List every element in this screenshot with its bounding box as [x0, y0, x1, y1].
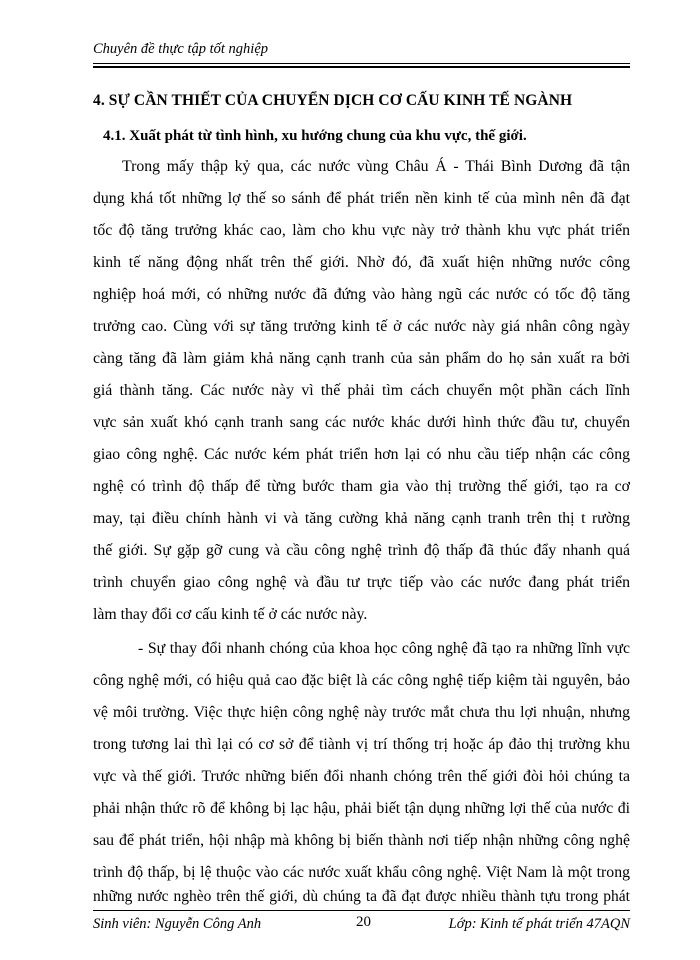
page-number: 20 — [356, 914, 371, 930]
paragraph-line: may, tại điều chính hành vi và tăng cường khả năng cạnh tranh trên thị t rường — [93, 510, 630, 527]
paragraph-line: càng tăng đã làm giảm khả năng cạnh tranh của sản phẩm do họ sản xuất ra bởi — [93, 350, 630, 367]
paragraph-line: giá thành tăng. Các nước này vì thế phải tìm cách chuyển một phần cách lĩnh — [93, 382, 630, 399]
paragraph-line: phải nhận thức rõ để không bị lạc hậu, phải biết tận dụng những lợi thế của nước đi — [93, 800, 630, 817]
paragraph-line: trong tương lai thì lại có cơ sở để tiành vị trí thống trị hoặc áp đảo thị trường khu — [93, 736, 630, 753]
section-heading: 4. SỰ CẦN THIẾT CỦA CHUYỂN DỊCH CƠ CẤU KINH TẾ NGÀNH — [93, 92, 573, 109]
paragraph-line: - Sự thay đổi nhanh chóng của khoa học công nghệ đã tạo ra những lĩnh vực — [138, 640, 630, 657]
paragraph-line: nghiệp hoá mới, có những nước đã đứng vào hàng ngũ các nước có tốc độ tăng — [93, 286, 630, 303]
header-title: Chuyên đề thực tập tốt nghiệp — [93, 41, 269, 57]
footer-class: Lớp: Kinh tế phát triển 47AQN — [448, 916, 630, 932]
paragraph-line: làm thay đổi cơ cấu kinh tế ở các nước này. — [93, 606, 368, 623]
paragraph-line: tốc độ tăng trưởng khác cao, làm cho khu vực này trở thành khu vực phát triển — [93, 222, 630, 239]
header-rule-thin — [93, 66, 630, 68]
paragraph-line: vực sản xuất khó cạnh tranh sang các nước khác dưới hình thức đầu tư, chuyển — [93, 414, 630, 431]
paragraph-line: công nghệ mới, có hiệu quả cao đặc biệt là các công nghệ tiếp kiệm tài nguyên, bảo — [93, 672, 630, 689]
paragraph-line: trình độ thấp, bị lệ thuộc vào các nước xuất khẩu công nghệ. Việt Nam là một trong — [93, 864, 630, 881]
paragraph-line: vực và thế giới. Trước những biến đổi nhanh chóng trên thế giới đòi hỏi chúng ta — [93, 768, 630, 785]
paragraph-line: giao công nghệ. Các nước kém phát triển hơn lại có nhu cầu tiếp nhận các công — [93, 446, 630, 463]
paragraph-line: nghệ có trình độ thấp để từng bước tham gia vào thị trường thế giới, tạo ra cơ — [93, 478, 630, 495]
section-subheading: 4.1. Xuất phát từ tình hình, xu hướng chung của khu vực, thế giới. — [103, 128, 527, 144]
paragraph-line: sau để phát triển, hội nhập mà không bị biến thành nơi tiếp nhận những công nghệ — [93, 832, 630, 849]
footer-student: Sinh viên: Nguyễn Công Anh — [93, 916, 262, 932]
paragraph-line: trình chuyển giao công nghệ và đầu tư trực tiếp vào các nước đang phát triển — [93, 574, 630, 591]
paragraph-line: những nước nghèo trên thế giới, dù chúng ta đã đạt được nhiều thành tựu trong phát — [93, 888, 630, 905]
paragraph-line: vệ môi trường. Việc thực hiện công nghệ này trước mắt chưa thu lợi nhuận, nhưng — [93, 704, 630, 721]
paragraph-line: Trong mấy thập kỷ qua, các nước vùng Châu Á - Thái Bình Dương đã tận — [122, 158, 630, 175]
header-rule-thick — [93, 63, 630, 64]
paragraph-line: thế giới. Sự gặp gỡ cung và cầu công nghệ trình độ thấp đã thúc đẩy nhanh quá — [93, 542, 630, 559]
footer-rule — [93, 910, 630, 911]
paragraph-line: dụng khá tốt những lợ thế so sánh để phát triển nền kinh tế của mình nên đã đạt — [93, 190, 630, 207]
paragraph-line: kinh tế năng động nhất trên thế giới. Nhờ đó, đã xuất hiện những nước công — [93, 254, 630, 271]
paragraph-line: trưởng cao. Cùng với sự tăng trưởng kinh tế ở các nước này giá nhân công ngày — [93, 318, 630, 335]
